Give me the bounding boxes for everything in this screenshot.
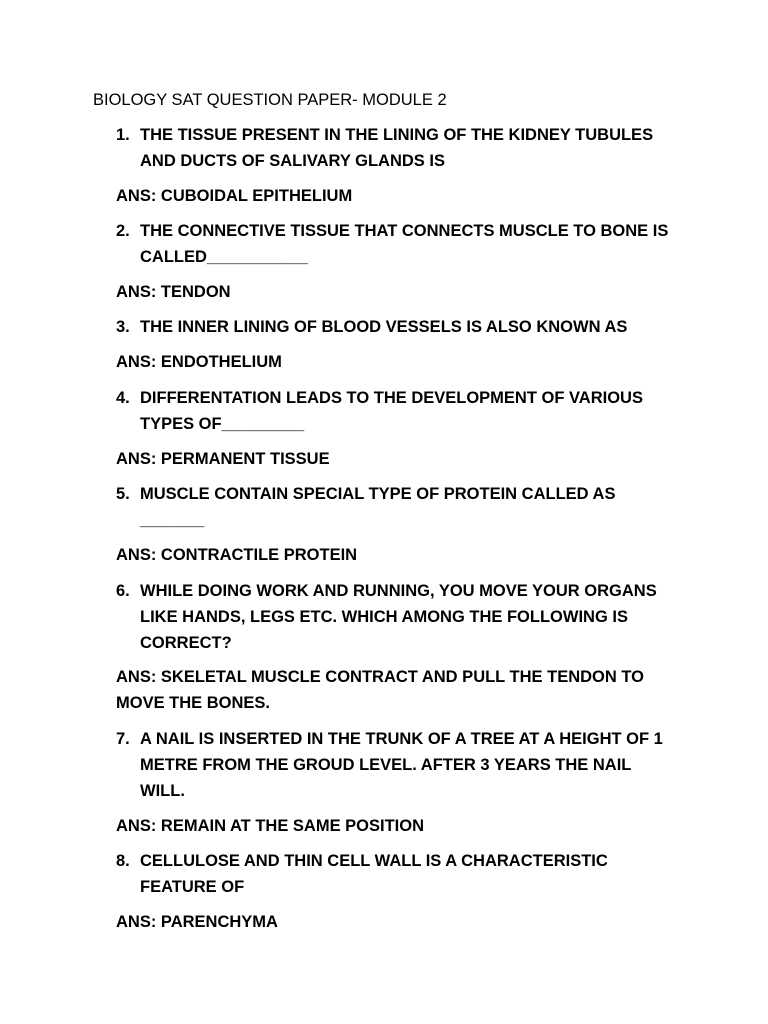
question-8 <box>116 848 676 900</box>
question-number: 6. <box>116 582 130 600</box>
answer-5: ANS: CONTRACTILE PROTEIN <box>116 546 358 564</box>
question-3 <box>116 314 676 340</box>
question-2 <box>116 218 676 270</box>
answer-7: ANS: REMAIN AT THE SAME POSITION <box>116 817 425 835</box>
question-text: THE CONNECTIVE TISSUE THAT CONNECTS MUSCLE TO BONE IS CALLED___________ <box>140 222 669 266</box>
question-7 <box>116 726 676 804</box>
question-4 <box>116 385 676 437</box>
question-text: THE INNER LINING OF BLOOD VESSELS IS ALSO KNOWN AS <box>140 318 628 336</box>
question-text: A NAIL IS INSERTED IN THE TRUNK OF A TREE AT A HEIGHT OF 1 METRE FROM THE GROUD LEVEL. AFTER 3 YEARS THE NAIL WILL. <box>140 730 663 800</box>
question-number: 7. <box>116 730 130 748</box>
question-number: 2. <box>116 222 130 240</box>
answer-1: ANS: CUBOIDAL EPITHELIUM <box>116 187 353 205</box>
question-text: MUSCLE CONTAIN SPECIAL TYPE OF PROTEIN CALLED AS _______ <box>140 485 616 529</box>
question-number: 1. <box>116 126 130 144</box>
answer-4: ANS: PERMANENT TISSUE <box>116 450 330 468</box>
question-number: 4. <box>116 389 130 407</box>
question-text: DIFFERENTATION LEADS TO THE DEVELOPMENT OF VARIOUS TYPES OF_________ <box>140 389 643 433</box>
question-number: 5. <box>116 485 130 503</box>
question-5 <box>116 481 676 533</box>
question-text: THE TISSUE PRESENT IN THE LINING OF THE KIDNEY TUBULES AND DUCTS OF SALIVARY GLANDS IS <box>140 126 654 170</box>
answer-2: ANS: TENDON <box>116 283 231 301</box>
question-text: WHILE DOING WORK AND RUNNING, YOU MOVE YOUR ORGANS LIKE HANDS, LEGS ETC. WHICH AMONG THE FOLLOWING IS CORRECT? <box>140 582 657 652</box>
answer-3: ANS: ENDOTHELIUM <box>116 353 282 371</box>
document-title: BIOLOGY SAT QUESTION PAPER- MODULE 2 <box>93 91 447 109</box>
question-number: 8. <box>116 852 130 870</box>
question-6 <box>116 578 676 656</box>
question-number: 3. <box>116 318 130 336</box>
answer-6: ANS: SKELETAL MUSCLE CONTRACT AND PULL THE TENDON TO MOVE THE BONES. <box>116 668 644 712</box>
question-text: CELLULOSE AND THIN CELL WALL IS A CHARACTERISTIC FEATURE OF <box>140 852 608 896</box>
question-1 <box>116 122 676 174</box>
answer-8: ANS: PARENCHYMA <box>116 913 278 931</box>
